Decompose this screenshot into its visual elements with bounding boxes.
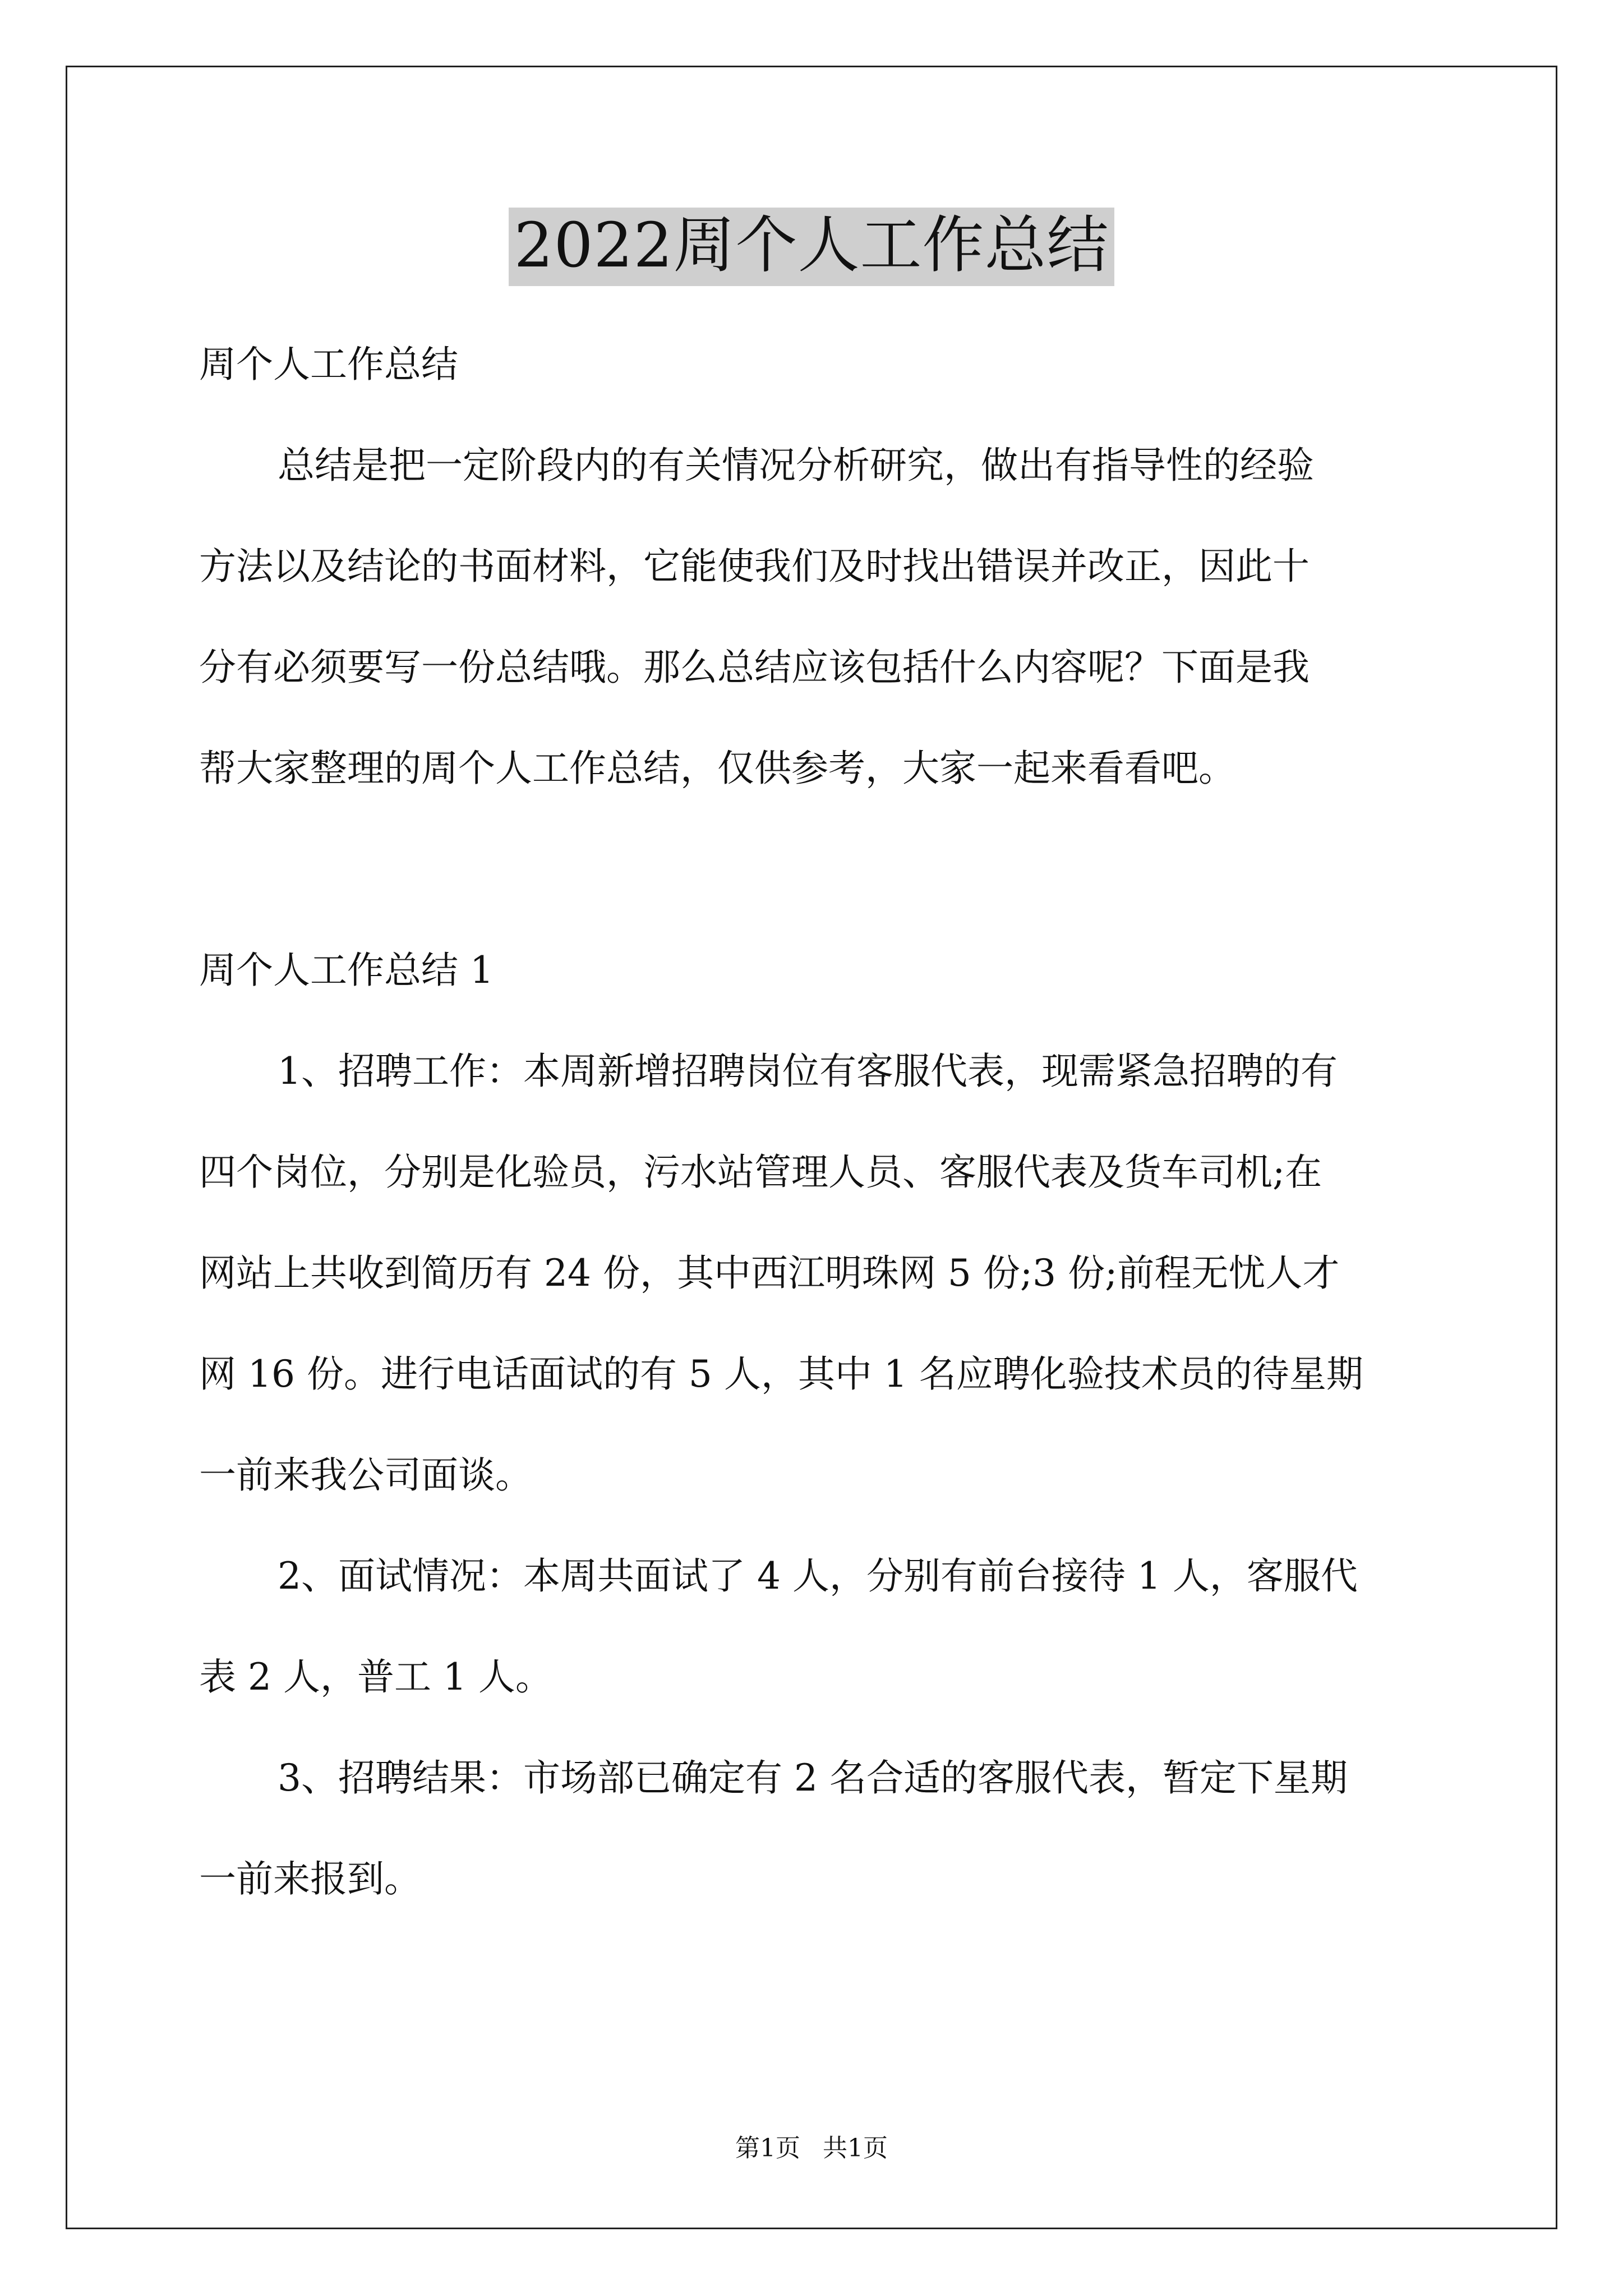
paragraph-gap [199,819,1433,920]
paragraph-line: 网 16 份。进行电话面试的有 5 人，其中 1 名应聘化验技术员的待星期 [199,1352,1363,1396]
page-footer [0,2132,1623,2165]
page-number-current: 第1页 [735,2134,800,2162]
page-number-total: 共1页 [823,2134,888,2162]
paragraph-line: 一前来报到。 [199,1857,421,1901]
paragraph-line: 一前来我公司面谈。 [199,1453,532,1497]
paragraph-line: 2、面试情况：本周共面试了 4 人，分别有前台接待 1 人，客服代 [278,1554,1358,1598]
subtitle: 周个人工作总结 [199,343,458,386]
intro-line: 方法以及结论的书面材料，它能使我们及时找出错误并改正，因此十 [199,545,1310,588]
paragraph-line: 表 2 人，普工 1 人。 [199,1655,552,1699]
intro-line: 分有必须要写一份总结哦。那么总结应该包括什么内容呢？下面是我 [199,646,1310,689]
title-container [0,208,1623,286]
intro-line: 帮大家整理的周个人工作总结，仅供参考，大家一起来看看吧。 [199,747,1235,790]
paragraph-line: 3、招聘结果：市场部已确定有 2 名合适的客服代表，暂定下星期 [278,1756,1348,1800]
paragraph-line: 1、招聘工作：本周新增招聘岗位有客服代表，现需紧急招聘的有 [278,1050,1338,1093]
intro-line: 总结是把一定阶段内的有关情况分析研究，做出有指导性的经验 [278,444,1314,487]
paragraph-line: 网站上共收到简历有 24 份，其中西江明珠网 5 份;3 份;前程无忧人才 [199,1251,1340,1295]
document-title: 2022周个人工作总结 [509,208,1115,286]
document-body [199,314,1433,1930]
paragraph-line: 四个岗位，分别是化验员，污水站管理人员、客服代表及货车司机;在 [199,1151,1322,1194]
section-heading: 周个人工作总结 1 [199,949,494,992]
